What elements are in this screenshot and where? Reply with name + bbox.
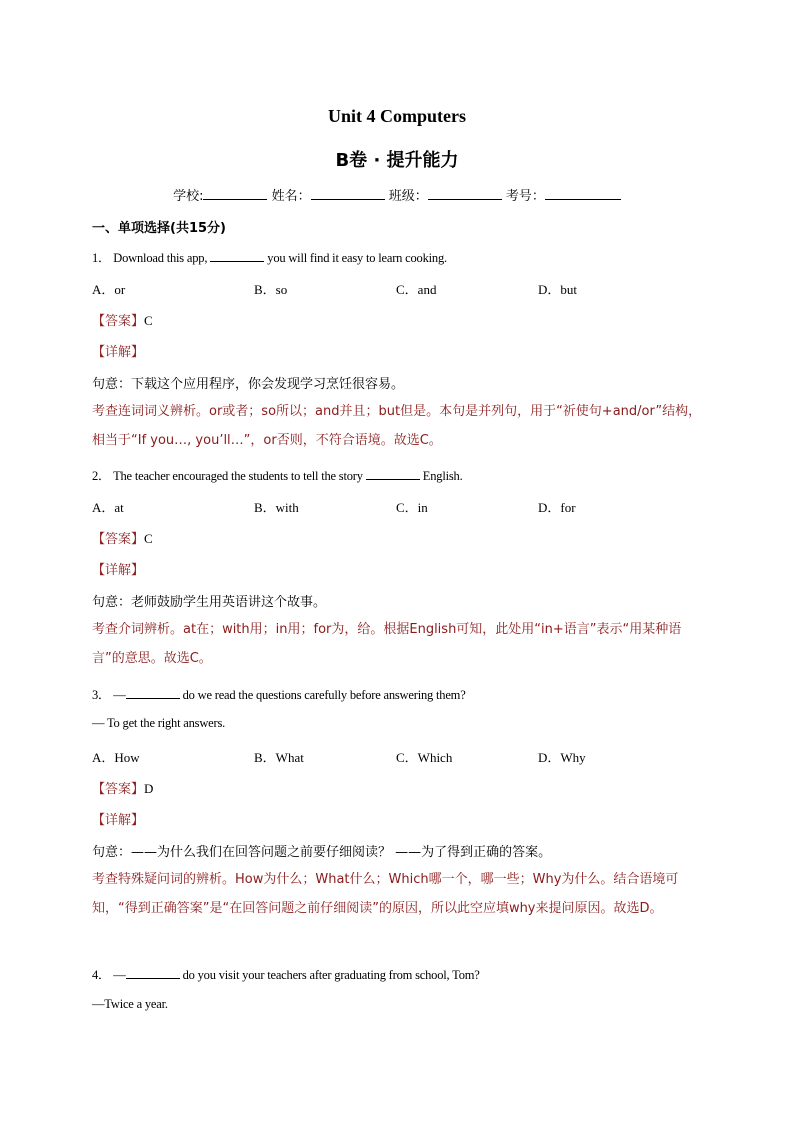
question-text: —: [113, 968, 126, 982]
question-text: English.: [422, 469, 463, 483]
question-text: Download this app,: [113, 251, 208, 265]
option-b: B．with: [254, 500, 299, 515]
question-2-stem: [92, 466, 463, 484]
question-number: 2．: [92, 469, 111, 483]
question-3-reply: — To get the right answers.: [92, 716, 226, 730]
answer-value: C: [144, 313, 153, 328]
option-d: D．for: [538, 500, 576, 515]
answer-label: 【答案】: [92, 314, 145, 329]
question-4-stem: [92, 965, 480, 983]
class-blank: [428, 186, 502, 200]
option-d: D．but: [538, 282, 578, 297]
analysis-text: 考查介词辨析。at在；with用；in用；for为，给。根据English可知，此处用“in+语言”表示“用某种语言”的意思。故选C。: [92, 622, 682, 666]
answer-row: [92, 310, 153, 329]
option-a: A．at: [92, 500, 124, 515]
question-3-stem: [92, 685, 466, 703]
question-4-reply: —Twice a year.: [92, 997, 168, 1011]
option-a: A．or: [92, 282, 126, 297]
sentence-meaning: 句意：——为什么我们在回答问题之前要仔细阅读？ ——为了得到正确的答案。: [92, 845, 552, 860]
option-d: D．Why: [538, 750, 586, 765]
exam-number-label: 考号：: [505, 189, 545, 204]
answer-label: 【答案】: [92, 782, 145, 797]
student-info-line: [0, 185, 794, 204]
question-number: 4．: [92, 968, 111, 982]
question-text: do we read the questions carefully before answering them?: [182, 688, 466, 702]
answer-row: [92, 778, 153, 797]
question-number: 3．: [92, 688, 111, 702]
class-label: 班级：: [388, 189, 428, 204]
detail-label: 【详解】: [92, 563, 145, 578]
analysis-text: 考查特殊疑问词的辨析。How为什么；What什么；Which哪一个，哪一些；Why为什么。结合语境可知，“得到正确答案”是“在回答问题之前仔细阅读”的原因，所以此空应填why来提问原因。故选D。: [92, 872, 679, 916]
answer-blank: [126, 966, 180, 979]
document-subtitle: B卷 · 提升能力: [335, 150, 459, 171]
section-title: 一、单项选择(共15分): [92, 221, 226, 236]
answer-row: [92, 528, 153, 547]
question-number: 1．: [92, 251, 111, 265]
detail-label: 【详解】: [92, 345, 145, 360]
name-blank: [311, 186, 385, 200]
name-label: 姓名：: [271, 189, 311, 204]
question-text: The teacher encouraged the students to tell the story: [113, 469, 363, 483]
answer-label: 【答案】: [92, 532, 145, 547]
option-c: C．and: [396, 282, 437, 297]
sentence-meaning: 句意：老师鼓励学生用英语讲这个故事。: [92, 595, 327, 610]
analysis-text: 考查连词词义辨析。or或者；so所以；and并且；but但是。本句是并列句，用于“祈使句+and/or”结构，相当于“If you…, you’ll…”，or否则，不符合语境。故选C。: [92, 404, 702, 448]
option-a: A．How: [92, 750, 140, 765]
question-1-stem: [92, 248, 447, 266]
sentence-meaning: 句意：下载这个应用程序，你会发现学习烹饪很容易。: [92, 377, 405, 392]
answer-value: C: [144, 531, 153, 546]
answer-value: D: [144, 781, 154, 796]
document-title: Unit 4 Computers: [328, 106, 466, 126]
question-text: —: [113, 688, 126, 702]
option-b: B．so: [254, 282, 288, 297]
question-text: do you visit your teachers after graduating from school, Tom?: [182, 968, 480, 982]
answer-blank: [366, 467, 420, 480]
answer-blank: [126, 686, 180, 699]
answer-blank: [210, 249, 264, 262]
school-label: 学校:: [173, 189, 204, 204]
option-b: B．What: [254, 750, 304, 765]
question-text: you will find it easy to learn cooking.: [267, 251, 447, 265]
detail-label: 【详解】: [92, 813, 145, 828]
exam-number-blank: [545, 186, 621, 200]
school-blank: [203, 186, 267, 200]
option-c: C．Which: [396, 750, 453, 765]
option-c: C．in: [396, 500, 428, 515]
